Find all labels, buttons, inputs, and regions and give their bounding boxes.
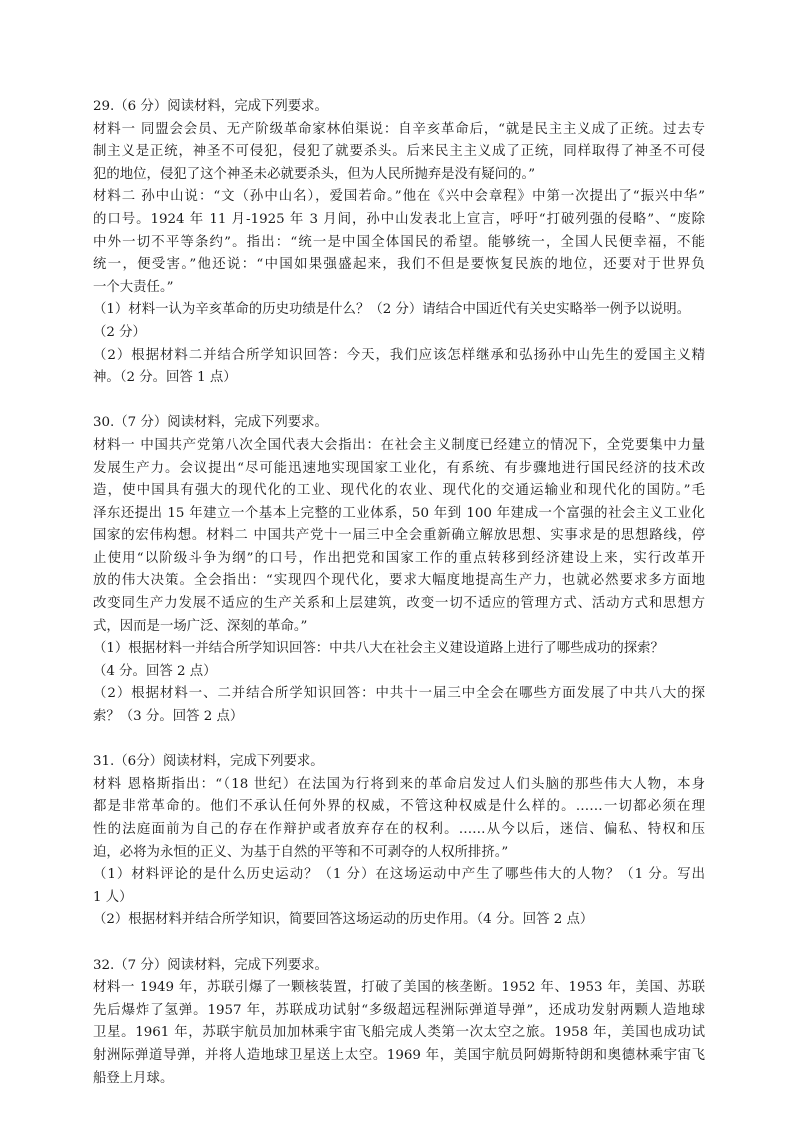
text-line: 泽东还提出 15 年建立一个基本上完整的工业体系，50 年到 100 年建成一个富强的社会主义工业化 — [93, 505, 705, 521]
text-line: 索？（3 分。回答 2 点） — [93, 709, 244, 725]
text-line: 31.（6分）阅读材料，完成下列要求。 — [93, 754, 324, 770]
text-line: 造，使中国具有强大的现代化的工业、现代化的农业、现代化的交通运输业和现代化的国防。”毛 — [93, 483, 705, 499]
text-line: 犯的地位，侵犯了这个神圣未必就要杀头，但为人民所抛弃是没有疑问的。” — [93, 166, 536, 182]
text-line: 射洲际弹道导弹，并将人造地球卫星送上太空。1969 年，美国宇航员阿姆斯特朗和奥德林乘宇宙飞 — [93, 1047, 705, 1063]
text-line: 都是非常革命的。他们不承认任何外界的权威，不管这种权威是什么样的。……一切都必须在理 — [93, 799, 705, 815]
text-line: 制主义是正统，神圣不可侵犯，侵犯了就要杀头。后来民主主义成了正统，同样取得了神圣不可侵 — [93, 144, 705, 160]
text-line: 先后爆炸了氢弹。1957 年，苏联成功试射“多级超远程洲际弹道导弹”，还成功发射两颗人造地球 — [93, 1002, 705, 1018]
text-line: 1 人） — [93, 889, 133, 905]
text-line: 止使用“以阶级斗争为纲”的口号，作出把党和国家工作的重点转移到经济建设上来，实行改革开 — [93, 550, 705, 566]
section-gap — [93, 390, 705, 413]
text-line: （1）材料一认为辛亥革命的历史功绩是什么？（2 分）请结合中国近代有关史实略举一例予以说明。 — [93, 302, 691, 318]
question-32 — [93, 955, 705, 1091]
text-line: （1）材料评论的是什么历史运动？（1 分）在这场运动中产生了哪些伟大的人物？（1 分。写出 — [93, 867, 705, 883]
text-line: 材料 恩格斯指出：“（18 世纪）在法国为行将到来的革命启发过人们头脑的那些伟大人物，本身 — [93, 776, 705, 792]
question-31 — [93, 751, 705, 932]
text-line: 放的伟大决策。全会指出：“实现四个现代化，要求大幅度地提高生产力，也就必然要求多方面地 — [93, 573, 705, 589]
text-line: 性的法庭面前为自己的存在作辩护或者放弃存在的权利。……从今以后，迷信、偏私、特权和压 — [93, 822, 705, 837]
text-line: 式，因而是一场广泛、深刻的革命。” — [93, 618, 308, 634]
text-line: 统一，便受害。”他还说：“中国如果强盛起来，我们不但是要恢复民族的地位，还要对于世界负 — [93, 257, 705, 273]
text-line: 一个大责任。” — [93, 279, 174, 295]
text-line: 32.（7 分）阅读材料，完成下列要求。 — [93, 957, 328, 973]
section-gap — [93, 932, 705, 955]
text-line: 改变同生产力发展不适应的生产关系和上层建筑，改变一切不适应的管理方式、活动方式和思想方 — [93, 596, 705, 612]
text-line: （1）根据材料一并结合所学知识回答：中共八大在社会主义建设道路上进行了哪些成功的探索？ — [93, 641, 664, 657]
text-line: （2）根据材料一、二并结合所学知识回答：中共十一届三中全会在哪些方面发展了中共八大的探 — [93, 686, 705, 702]
text-line: 神。（2 分。回答 1 点） — [93, 370, 237, 386]
text-line: （2）根据材料二并结合所学知识回答：今天，我们应该怎样继承和弘扬孙中山先生的爱国主义精 — [93, 347, 705, 363]
exam-page — [93, 96, 705, 1090]
text-line: 材料一 1949 年，苏联引爆了一颗核装置，打破了美国的核垄断。1952 年、1953 年，美国、苏联 — [93, 980, 705, 996]
question-30 — [93, 412, 705, 728]
question-29 — [93, 96, 705, 390]
text-line: 材料一 中国共产党第八次全国代表大会指出：在社会主义制度已经建立的情况下，全党要集中力量 — [93, 437, 705, 453]
text-line: 29.（6 分）阅读材料，完成下列要求。 — [93, 99, 328, 114]
text-line: 卫星。1961 年，苏联宇航员加加林乘宇宙飞船完成人类第一次太空之旅。1958 年，美国也成功试 — [93, 1025, 705, 1041]
text-line: 材料一 同盟会会员、无产阶级革命家林伯渠说：自辛亥革命后，“就是民主主义成了正统。过去专 — [93, 121, 705, 137]
section-gap — [93, 729, 705, 752]
text-line: 的口号。1924 年 11 月-1925 年 3 月间，孙中山发表北上宣言，呼吁“打破列强的侵略”、“废除 — [93, 211, 705, 227]
text-line: 迫，必将为永恒的正义、为基于自然的平等和不可剥夺的人权所排挤。” — [93, 844, 509, 860]
text-line: 船登上月球。 — [93, 1070, 174, 1086]
text-line: （4 分。回答 2 点） — [93, 663, 217, 679]
text-line: （2）根据材料并结合所学知识，简要回答这场运动的历史作用。（4 分。回答 2 点） — [93, 912, 594, 928]
text-line: 中外一切不平等条约”。指出：“统一是中国全体国民的希望。能够统一，全国人民便幸福，不能 — [93, 234, 705, 250]
text-line: 材料二 孙中山说：“文（孙中山名），爱国若命。”他在《兴中会章程》中第一次提出了“振兴中华” — [93, 189, 705, 205]
text-line: 30.（7 分）阅读材料，完成下列要求。 — [93, 415, 328, 431]
text-line: （2 分） — [93, 324, 146, 340]
text-line: 国家的宏伟构想。材料二 中国共产党十一届三中全会重新确立解放思想、实事求是的思想路线，停 — [93, 528, 705, 544]
text-line: 发展生产力。会议提出“尽可能迅速地实现国家工业化，有系统、有步骤地进行国民经济的技术改 — [93, 460, 705, 476]
